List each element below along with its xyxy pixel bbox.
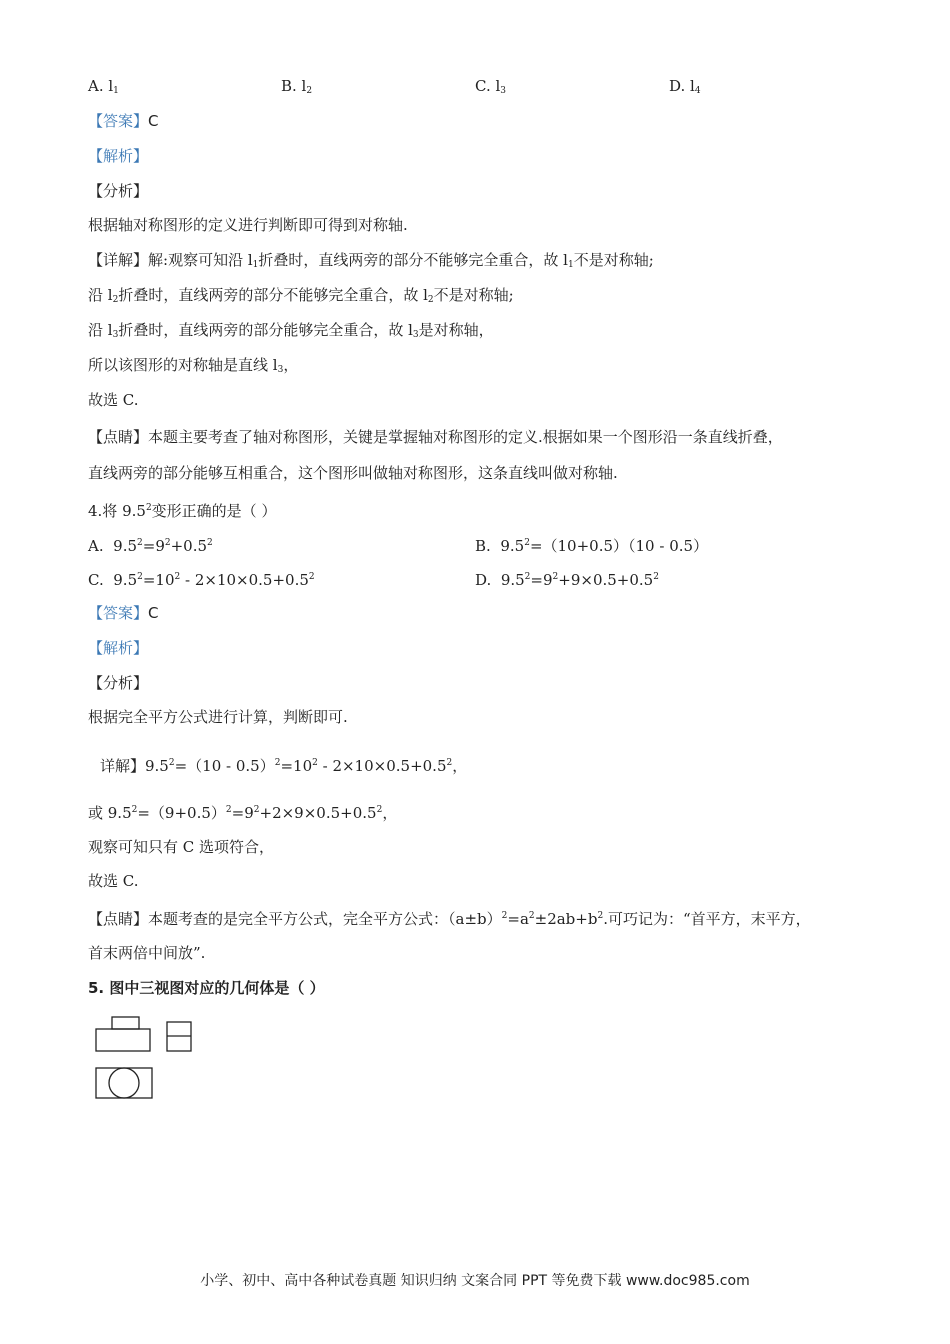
q3-dianjing-2: 直线两旁的部分能够互相重合，这个图形叫做轴对称图形，这条直线叫做对称轴. [88,464,618,482]
option-c: C. $l_3$ [475,77,507,96]
q3-choose: 故选 C. [88,391,139,409]
top-view [96,1068,152,1098]
q3-analysis-tag: 【解析】 [88,147,149,165]
q3-fenxi-tag: 【分析】 [88,182,149,200]
q4-choose: 故选 C. [88,872,139,890]
option-a: A. $l_1$ [88,77,119,96]
q4-option-a: A. $9.5^2=9^2+0.5^2$ [88,537,213,555]
front-view [96,1017,150,1051]
q4-fenxi-tag: 【分析】 [88,674,149,692]
option-d: D. $l_4$ [669,77,701,96]
q3-detail-4: 所以该图形的对称轴是直线 $l_3$， [88,356,299,375]
q3-answer: 【答案】C [88,112,159,130]
q3-detail-1: 【详解】解:观察可知沿 $l_1$折叠时，直线两旁的部分不能够完全重合，故 $l_1$不是对称轴; [88,251,654,270]
q4-detail-2: 或 $9.5^2=(9+0.5)^2=9^2+2\times 9\times 0.5+0.5^2$， [88,804,398,822]
q4-fenxi: 根据完全平方公式进行计算，判断即可. [88,708,348,726]
q3-detail-2: 沿 $l_2$折叠时，直线两旁的部分不能够完全重合，故 $l_2$不是对称轴; [88,286,514,305]
q3-fenxi: 根据轴对称图形的定义进行判断即可得到对称轴. [88,216,408,234]
q4-option-d: D. $9.5^2=9^2+9\times 0.5+0.5^2$ [475,571,659,589]
three-view-figure [92,1012,202,1102]
q4-detail-3: 观察可知只有 C 选项符合， [88,838,275,856]
q4-dianjing-1: 【点睛】本题考查的是完全平方公式，完全平方公式：$(a\pm b)^2=a^2\pm 2ab+b^2$.可巧记为：“首平方，末平方， [88,910,811,928]
q4-answer: 【答案】C [88,604,159,622]
q4-option-b: B. $9.5^2=(10+0.5)(10 - 0.5)$ [475,537,709,555]
option-b: B. $l_2$ [281,77,313,96]
q5-stem: 5. 图中三视图对应的几何体是（ ） [88,979,325,997]
q4-stem: 4.将 $9.5^2$变形正确的是（ ） [88,502,277,520]
q4-option-c: C. $9.5^2=10^2 - 2\times 10\times 0.5+0.5^2$ [88,571,315,589]
q4-detail-1: 详解】$9.5^2=(10 - 0.5)^2=10^2 - 2\times 10\times 0.5+0.5^2$， [100,757,468,775]
q4-dianjing-2: 首末两倍中间放”. [88,944,206,962]
q4-analysis-tag: 【解析】 [88,639,149,657]
q3-detail-3: 沿 $l_3$折叠时，直线两旁的部分能够完全重合，故 $l_3$是对称轴， [88,321,494,340]
side-view [167,1022,191,1051]
footer: 小学、初中、高中各种试卷真题 知识归纳 文案合同 PPT 等免费下载 www.doc985.com [200,1273,750,1289]
q3-dianjing-1: 【点睛】本题主要考查了轴对称图形，关键是掌握轴对称图形的定义.根据如果一个图形沿一条直线折叠， [88,428,783,446]
